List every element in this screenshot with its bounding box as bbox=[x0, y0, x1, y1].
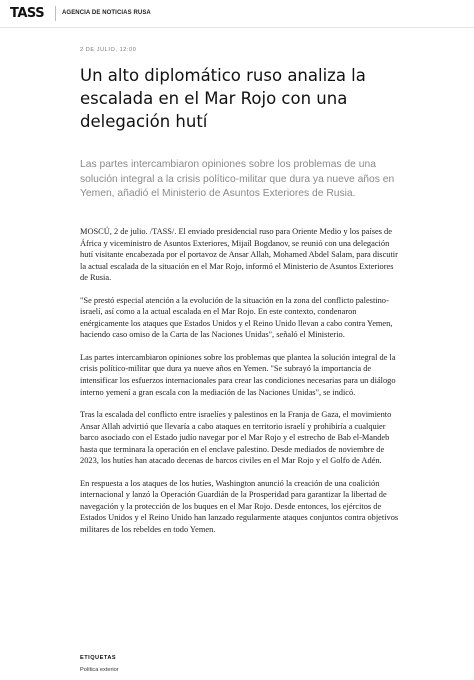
article-paragraph: MOSCÚ, 2 de julio. /TASS/. El enviado presidencial ruso para Oriente Medio y los países de África y viceministro de Asuntos Exteriores, Mijaíl Bogdanov, se reunió con una delegación hutí visitante encabezada por el portavoz de Ansar Allah, Mohamed Abdel Salam, para discutir la actual escalada de la situación en el Mar Rojo, informó el Ministerio de Asuntos Exteriores de Rusia. bbox=[80, 227, 398, 283]
agency-name: AGENCIA DE NOTICIAS RUSA bbox=[62, 10, 151, 16]
tags-heading: ETIQUETAS bbox=[80, 655, 117, 661]
article-paragraph: En respuesta a los ataques de los hutíes, Washington anunció la creación de una coalición internacional y lanzó la Operación Guardián de la Prosperidad para garantizar la libertad de navegación y la protección de los buques en el Mar Rojo. Desde entonces, los ejércitos de Estados Unidos y el Reino Unido han lanzado regularmente ataques conjuntos contra objetivos militares de los rebeldes en todo Yemen. bbox=[80, 478, 399, 535]
article-paragraph: Tras la escalada del conflicto entre israelíes y palestinos en la Franja de Gaza, el movimiento Ansar Allah advirtió que llevaría a cabo ataques en territorio israelí y prohibiría a cualquier barco asociado con el Estado judío navegar por el Mar Rojo y el estrecho de Bab el-Mandeb hasta que terminara la operación en el enclave palestino. Desde mediados de noviembre de 2023, los hutíes han atacado decenas de barcos civiles en el Mar Rojo y el Golfo de Adén. bbox=[80, 410, 392, 466]
article-title: Un alto diplomático ruso analiza la escalada en el Mar Rojo con una delegación hutí bbox=[80, 66, 366, 131]
site-header bbox=[0, 0, 474, 28]
article-paragraph: Las partes intercambiaron opiniones sobre los problemas que plantea la solución integral de la crisis político-militar que dura ya nueve años en Yemen. "Se subrayó la importancia de intensificar los esfuerzos internacionales para crear las condiciones necesarias para un diálogo interno yemení a gran escala con la mediación de las Naciones Unidas", se indicó. bbox=[80, 352, 396, 397]
article-date: 2 DE JULIO, 12:00 bbox=[80, 47, 137, 53]
article-lead: Las partes intercambiaron opiniones sobre los problemas de una solución integral a la crisis político-militar que dura ya nueve años en Yemen, añadió el Ministerio de Asuntos Exteriores de Rusia. bbox=[80, 159, 395, 199]
tass-logo[interactable]: TASS bbox=[10, 6, 45, 21]
tag-link[interactable]: Política exterior bbox=[80, 667, 119, 673]
article-body bbox=[80, 226, 402, 547]
header-divider bbox=[55, 6, 56, 21]
article-paragraph: "Se prestó especial atención a la evolución de la situación en la zona del conflicto palestino-israelí, así como a la actual escalada en el Mar Rojo. En este contexto, condenaron enérgicamente los ataques que Estados Unidos y el Reino Unido llevan a cabo contra Yemen, haciendo caso omiso de la Carta de las Naciones Unidas", señaló el Ministerio. bbox=[80, 295, 393, 340]
